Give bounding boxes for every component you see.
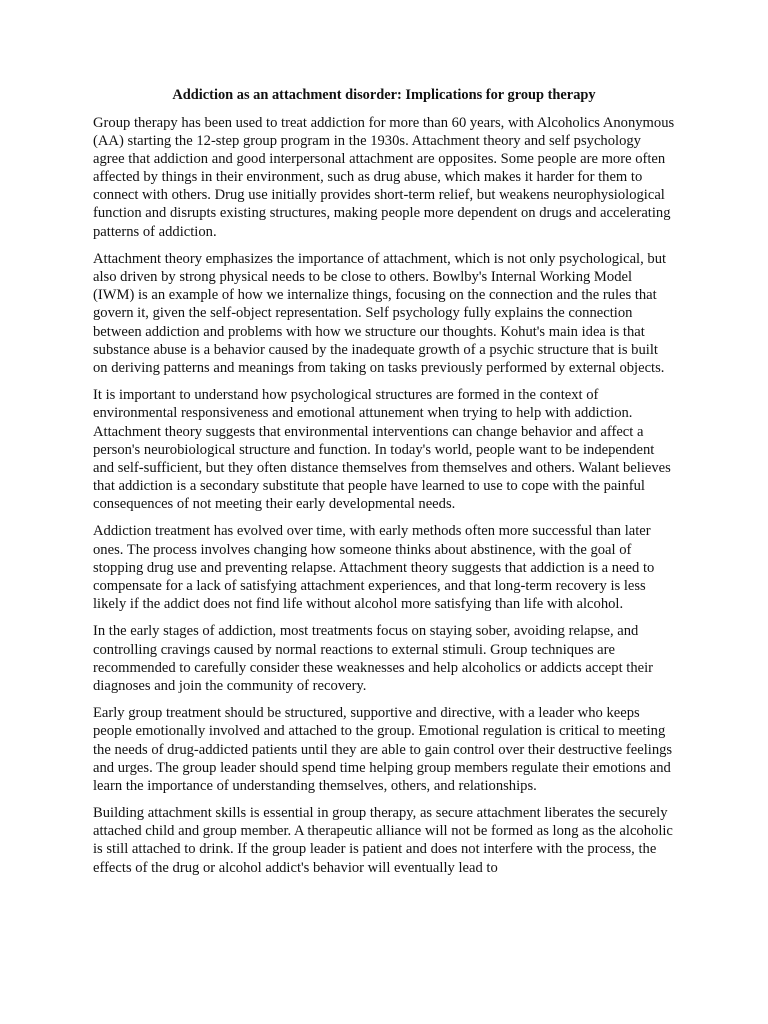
- document-body: [93, 86, 675, 886]
- paragraph: Building attachment skills is essential in group therapy, as secure attachment liberates the securely attached child and group member. A therapeutic alliance will not be formed as long as the alcoholic is still attached to drink. If the group leader is patient and does not interfere with the process, the effects of the drug or alcohol addict's behavior will eventually lead to: [93, 805, 673, 876]
- paragraph: In the early stages of addiction, most treatments focus on staying sober, avoiding relapse, and controlling cravings caused by normal reactions to external stimuli. Group techniques are recommended to carefully consider these weaknesses and help alcoholics or addicts accept their diagnoses and join the community of recovery.: [93, 623, 654, 694]
- paragraph: Attachment theory emphasizes the importance of attachment, which is not only psychological, but also driven by strong physical needs to be close to others. Bowlby's Internal Working Model (IWM) is an example of how we internalize things, focusing on the connection and the rules that govern it, given the self-object representation. Self psychology fully explains the connection between addiction and problems with how we structure our thoughts. Kohut's main idea is that substance abuse is a behavior caused by the inadequate growth of a psychic structure that is built on deriving patterns and meanings from taking on tasks previously performed by external objects.: [93, 251, 667, 376]
- paragraph: It is important to understand how psychological structures are formed in the context of environmental responsiveness and emotional attunement when trying to help with addiction. Attachment theory suggests that environmental interventions can change behavior and affect a person's neurobiological structure and function. In today's world, people want to be independent and self-sufficient, but they often distance themselves from themselves and others. Walant believes that addiction is a secondary substitute that people have learned to use to cope with the painful consequences of not meeting their early developmental needs.: [93, 387, 671, 512]
- paragraph: Group therapy has been used to treat addiction for more than 60 years, with Alcoholics Anonymous (AA) starting the 12-step group program in the 1930s. Attachment theory and self psychology agree that addiction and good interpersonal attachment are opposites. Some people are more often affected by things in their environment, such as drug abuse, which makes it harder for them to connect with others. Drug use initially provides short-term relief, but weakens neurophysiological function and disrupts existing structures, making people more dependent on drugs and accelerating patterns of addiction.: [93, 115, 675, 240]
- document-title: Addiction as an attachment disorder: Implications for group therapy: [172, 87, 596, 103]
- paragraph: Early group treatment should be structured, supportive and directive, with a leader who keeps people emotionally involved and attached to the group. Emotional regulation is critical to meeting the needs of drug-addicted patients until they are able to gain control over their destructive feelings and urges. The group leader should spend time helping group members regulate their emotions and learn the importance of understanding themselves, others, and relationships.: [93, 705, 673, 794]
- paragraph: Addiction treatment has evolved over time, with early methods often more successful than later ones. The process involves changing how someone thinks about abstinence, with the goal of stopping drug use and preventing relapse. Attachment theory suggests that addiction is a need to compensate for a lack of satisfying attachment experiences, and that long-term recovery is less likely if the addict does not find life without alcohol more satisfying than life with alcohol.: [93, 523, 655, 612]
